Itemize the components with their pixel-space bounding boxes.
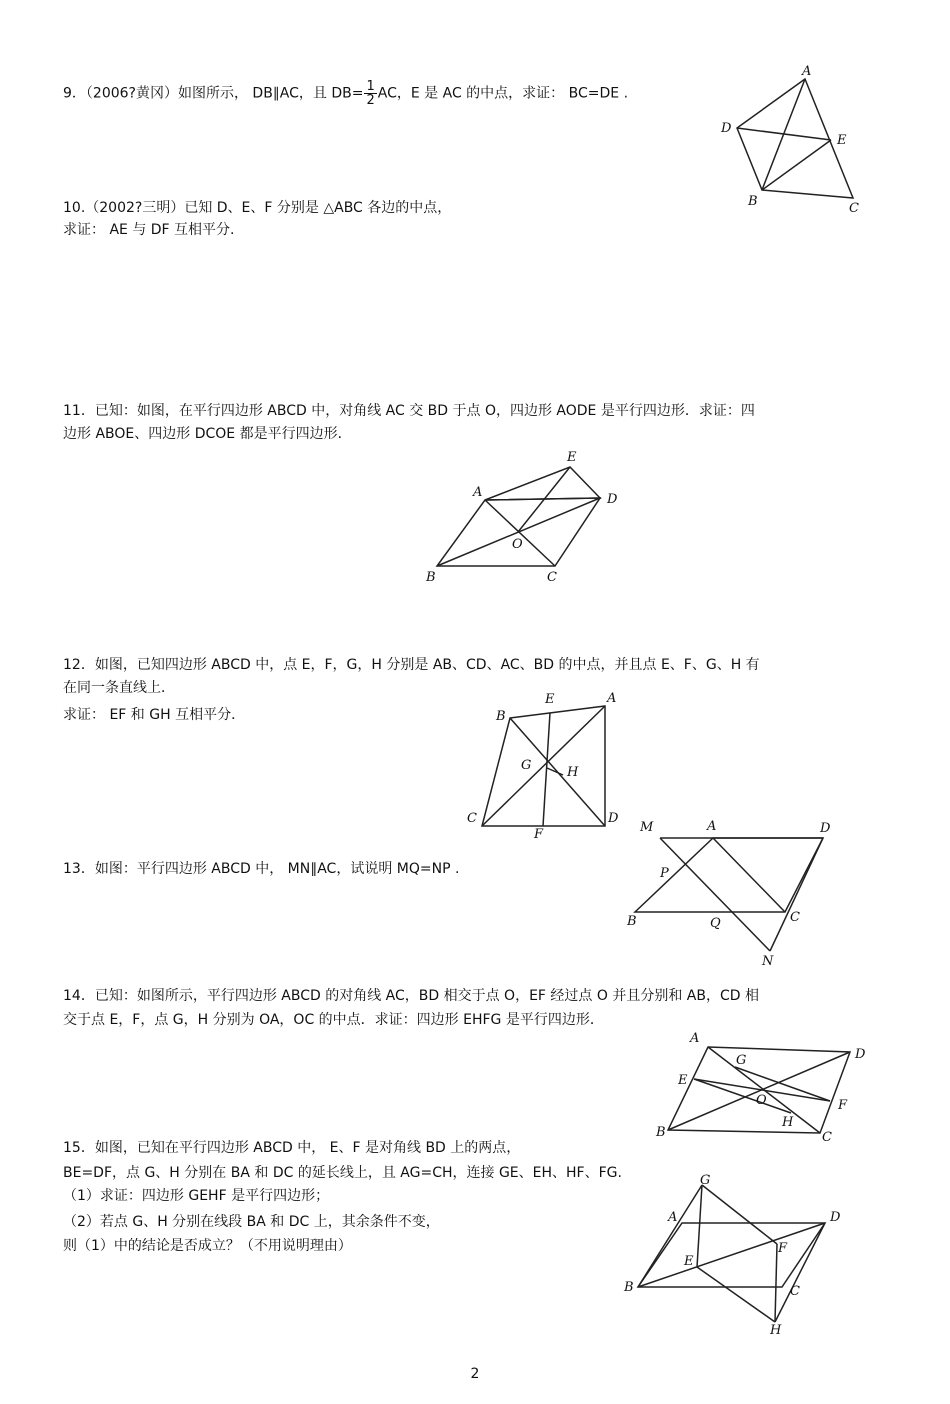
problem-15-line-3: （1）求证：四边形 GEHF 是平行四边形； (63, 1188, 330, 1204)
fig13-label-P: P (660, 866, 669, 881)
fig13-label-Q: Q (710, 916, 721, 931)
fig12-label-H: H (567, 765, 579, 780)
fig14-label-F: F (838, 1098, 848, 1113)
fig9-label-D: D (721, 121, 732, 136)
page-number: 2 (470, 1366, 480, 1382)
figure-14 (650, 1030, 875, 1145)
fig14-label-C: C (822, 1130, 832, 1145)
fig14-label-O: O (756, 1093, 767, 1108)
fig12-label-B: B (496, 709, 506, 724)
fig14-label-G: G (736, 1053, 747, 1068)
fig13-label-B: B (627, 914, 637, 929)
problem-15-line-1: 15．如图，已知在平行四边形 ABCD 中， E、F 是对角线 BD 上的两点， (63, 1140, 521, 1156)
figure-9 (715, 62, 865, 217)
fig15-label-G: G (700, 1173, 711, 1188)
figure-13 (625, 815, 840, 970)
fig13-label-M: M (640, 820, 654, 835)
fig11-label-B: B (426, 570, 436, 585)
fig15-label-E: E (684, 1254, 694, 1269)
fig15-label-D: D (830, 1210, 841, 1225)
fig12-label-F: F (534, 827, 544, 842)
fig9-label-A: A (802, 64, 812, 79)
fig13-label-A: A (707, 819, 717, 834)
fig15-label-B: B (624, 1280, 634, 1295)
problem-12-line-2: 在同一条直线上． (63, 680, 175, 696)
problem-10-line-1: 10.（2002?三明）已知 D、E、F 分别是 △ABC 各边的中点， (63, 200, 452, 216)
problem-9-text-a: 9．（2006?黄冈）如图所示， DB∥AC，且 DB= (63, 85, 364, 102)
fig15-label-F: F (778, 1241, 788, 1256)
figure-12 (465, 688, 625, 843)
fig15-label-C: C (790, 1284, 800, 1299)
fig13-label-D: D (820, 821, 831, 836)
fig15-label-A: A (668, 1210, 678, 1225)
problem-12-line-3: 求证： EF 和 GH 互相平分． (63, 707, 246, 723)
problem-11-line-1: 11．已知：如图，在平行四边形 ABCD 中，对角线 AC 交 BD 于点 O，四边形 AODE 是平行四边形．求证：四 (63, 403, 755, 419)
fig12-label-D: D (608, 811, 619, 826)
fraction-one-half: $\frac{1}{2}$ (366, 79, 375, 108)
figure-11 (420, 448, 630, 588)
problem-13-line-1: 13．如图：平行四边形 ABCD 中， MN∥AC，试说明 MQ=NP . (63, 861, 460, 877)
problem-12-line-1: 12．如图，已知四边形 ABCD 中，点 E，F，G，H 分别是 AB、CD、AC、BD 的中点，并且点 E、F、G、H 有 (63, 657, 760, 673)
fig11-label-E: E (567, 450, 577, 465)
fig11-label-A: A (473, 485, 483, 500)
fig14-label-H: H (782, 1115, 794, 1130)
problem-15-line-2: BE=DF，点 G、H 分别在 BA 和 DC 的延长线上，且 AG=CH，连接 GE、EH、HF、FG. (63, 1165, 622, 1181)
fig11-label-D: D (607, 492, 618, 507)
fig12-label-G: G (521, 758, 532, 773)
fig14-label-B: B (656, 1125, 666, 1140)
problem-9-text-b: AC，E 是 AC 的中点，求证： BC=DE . (377, 85, 629, 102)
problem-15-line-5: 则（1）中的结论是否成立？（不用说明理由） (63, 1238, 352, 1254)
fig14-label-E: E (678, 1073, 688, 1088)
problem-11-line-2: 边形 ABOE、四边形 DCOE 都是平行四边形． (63, 426, 352, 442)
fig11-label-O: O (512, 537, 523, 552)
problem-15-line-4: （2）若点 G、H 分别在线段 BA 和 DC 上，其余条件不变， (63, 1214, 440, 1230)
fig11-label-C: C (547, 570, 557, 585)
fig12-label-C: C (467, 811, 477, 826)
fig13-label-N: N (762, 954, 774, 969)
fig14-label-D: D (855, 1047, 866, 1062)
figure-15 (620, 1170, 850, 1338)
fig15-label-H: H (770, 1323, 782, 1338)
fig13-label-C: C (790, 910, 800, 925)
problem-14-line-1: 14．已知：如图所示，平行四边形 ABCD 的对角线 AC，BD 相交于点 O，EF 经过点 O 并且分别和 AB，CD 相 (63, 988, 759, 1004)
problem-10-line-2: 求证： AE 与 DF 互相平分. (63, 222, 235, 238)
fig14-label-A: A (690, 1031, 700, 1046)
fig9-label-E: E (837, 133, 847, 148)
problem-9 (63, 80, 628, 107)
problem-14-line-2: 交于点 E，F，点 G，H 分别为 OA，OC 的中点．求证：四边形 EHFG 是平行四边形． (63, 1012, 604, 1028)
fig9-label-B: B (748, 194, 758, 209)
fig12-label-A: A (607, 691, 617, 706)
fig12-label-E: E (545, 692, 555, 707)
fig9-label-C: C (849, 201, 859, 216)
